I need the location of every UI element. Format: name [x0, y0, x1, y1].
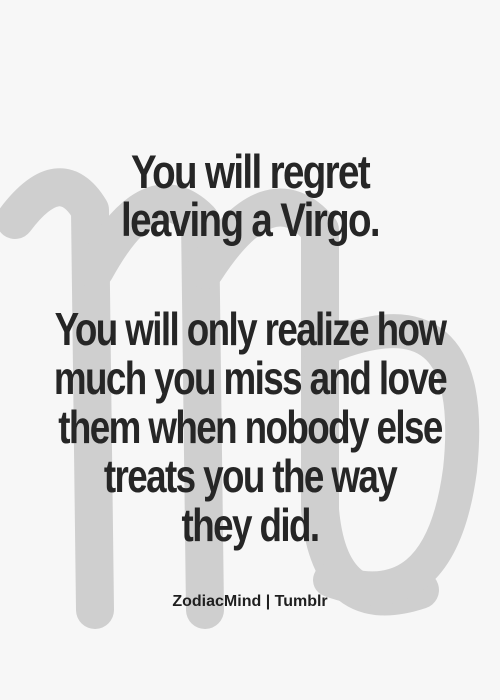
body-line: they did. — [181, 499, 319, 551]
body-line: You will only realize how — [54, 303, 446, 355]
body-line: them when nobody else — [58, 401, 442, 453]
headline — [45, 145, 455, 246]
headline-line: leaving a Virgo. — [121, 193, 379, 246]
headline-line: You will regret — [130, 145, 370, 198]
body-line: treats you the way — [103, 450, 397, 502]
quote-body — [50, 305, 450, 550]
body-line: much you miss and love — [53, 352, 447, 404]
source-credit: ZodiacMind | Tumblr — [172, 593, 328, 610]
